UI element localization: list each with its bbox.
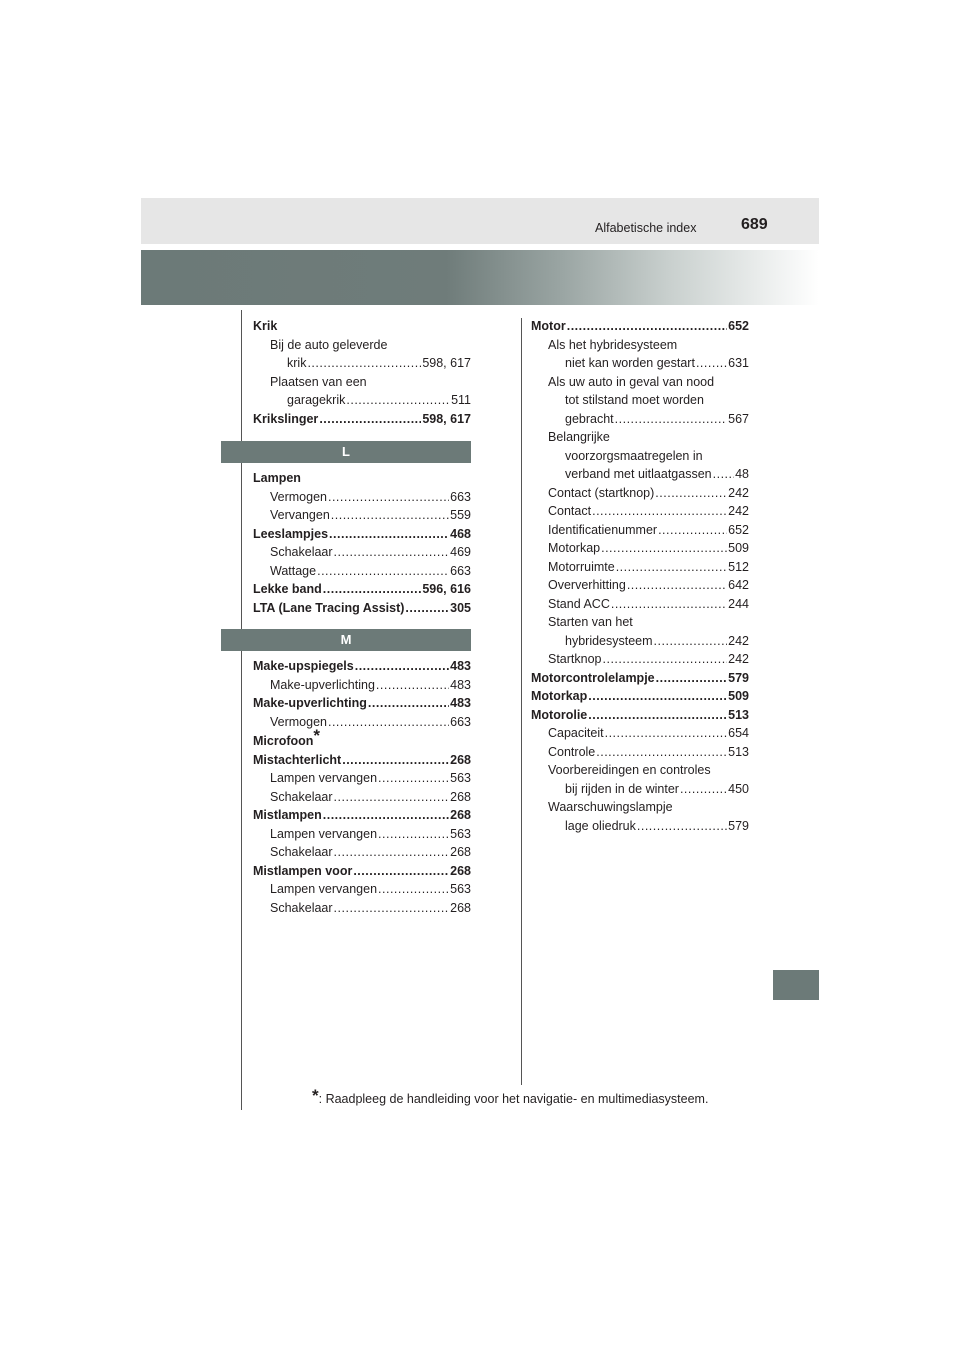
entry-text: Capaciteit	[548, 726, 604, 740]
page-reference: 469	[450, 545, 471, 559]
entry-text: Make-upspiegels	[253, 659, 354, 673]
page-reference: 663	[450, 563, 471, 578]
entry-text: Motorolie	[531, 707, 588, 722]
page-reference: 631	[728, 356, 749, 370]
entry-text: Krik	[253, 319, 278, 333]
leader-dots	[334, 843, 450, 862]
index-subentry	[253, 676, 471, 695]
entry-text: Lampen vervangen	[270, 771, 378, 785]
index-subentry	[531, 373, 749, 392]
page-reference: 242	[728, 485, 749, 500]
entry-text: Lampen	[253, 471, 301, 485]
entry-text: Controle	[548, 744, 596, 759]
leader-dots	[658, 521, 727, 540]
gradient-banner	[141, 250, 819, 305]
entry-text: Schakelaar	[270, 545, 333, 559]
leader-dots	[592, 502, 727, 521]
entry-text: Als uw auto in geval van nood	[548, 374, 715, 389]
page-reference: 468	[450, 526, 471, 541]
index-subentry	[531, 613, 749, 632]
index-subentry	[531, 558, 749, 577]
leader-dots	[323, 580, 422, 599]
leader-dots	[378, 825, 449, 844]
index-entry	[253, 694, 471, 713]
leader-dots	[680, 780, 727, 799]
index-subentry	[253, 788, 471, 807]
entry-text: Motorruimte	[548, 559, 615, 574]
leader-dots	[328, 488, 449, 507]
entry-text: Schakelaar	[270, 789, 333, 804]
index-subentry	[253, 843, 471, 862]
index-subentry	[531, 465, 749, 484]
index-subentry	[531, 336, 749, 355]
page-reference: 598, 617	[422, 411, 471, 426]
header-band	[141, 198, 819, 244]
entry-text: Voorbereidingen en controles	[548, 763, 711, 777]
entry-text: Stand ACC	[548, 596, 610, 611]
index-subentry	[253, 880, 471, 899]
entry-text: Wattage	[270, 563, 317, 578]
leader-dots	[368, 694, 449, 713]
entry-text: Lekke band	[253, 582, 322, 596]
index-subentry	[253, 506, 471, 525]
leader-dots	[615, 410, 727, 429]
leader-dots	[588, 687, 727, 706]
leader-dots	[627, 576, 727, 595]
index-entry	[253, 580, 471, 599]
index-subentry	[253, 562, 471, 581]
page-reference: 242	[728, 633, 749, 648]
entry-text: Startknop	[548, 652, 602, 666]
entry-text: Mistlampen voor	[253, 863, 353, 878]
leader-dots	[334, 788, 450, 807]
index-subentry	[253, 825, 471, 844]
index-subentry	[531, 576, 749, 595]
entry-text: Identificatienummer	[548, 522, 658, 537]
leader-dots	[603, 650, 728, 669]
leader-dots	[655, 484, 727, 503]
entry-text: hybridesysteem	[565, 633, 653, 648]
leader-dots	[334, 899, 450, 918]
leader-dots	[329, 525, 449, 544]
index-entry	[531, 706, 749, 725]
page-reference: 268	[450, 752, 471, 767]
index-entry	[253, 751, 471, 770]
index-subentry	[531, 761, 749, 780]
entry-text: voorzorgsmaatregelen in	[565, 448, 703, 463]
entry-text: Make-upverlichting	[253, 696, 367, 710]
leader-dots	[319, 410, 421, 429]
page-reference: 563	[450, 771, 471, 785]
page-title: Alfabetische index	[595, 221, 697, 235]
index-subentry	[253, 354, 471, 373]
entry-text: Contact	[548, 504, 592, 518]
index-subentry	[253, 336, 471, 355]
index-subentry	[253, 488, 471, 507]
index-subentry	[531, 650, 749, 669]
entry-text: niet kan worden gestart	[565, 356, 695, 370]
page-reference: 512	[728, 559, 749, 574]
page-reference: 579	[728, 670, 749, 685]
leader-dots	[378, 880, 449, 899]
page-reference: 268	[450, 863, 471, 878]
page-reference: 268	[450, 808, 471, 822]
leader-dots	[405, 599, 449, 618]
chapter-tab	[773, 970, 819, 1000]
letter-heading-l: L	[221, 441, 471, 463]
page-reference: 268	[450, 789, 471, 804]
index-entry	[253, 469, 471, 488]
page-reference: 596, 616	[422, 582, 471, 596]
section-m	[253, 657, 471, 917]
entry-text: Belangrijke	[548, 430, 610, 444]
index-entry	[531, 669, 749, 688]
index-entry	[253, 806, 471, 825]
index-subentry	[531, 502, 749, 521]
entry-text: Starten van het	[548, 615, 633, 629]
index-entry	[531, 687, 749, 706]
leader-dots	[323, 806, 449, 825]
page-reference: 567	[728, 411, 749, 426]
page-reference: 509	[728, 689, 749, 703]
entry-text: Motorkap	[548, 541, 601, 555]
leader-dots	[328, 713, 449, 732]
page-reference: 450	[728, 781, 749, 796]
entry-text: verband met uitlaatgassen	[565, 467, 712, 481]
entry-text: Lampen vervangen	[270, 882, 378, 896]
entry-text: Contact (startknop)	[548, 485, 655, 500]
leader-dots	[654, 632, 728, 651]
index-subentry	[253, 769, 471, 788]
entry-text: Als het hybridesysteem	[548, 337, 678, 352]
entry-text: lage oliedruk	[565, 818, 636, 833]
leader-dots	[317, 562, 449, 581]
left-index-column	[253, 317, 471, 917]
leader-dots	[334, 543, 450, 562]
page-reference: 663	[450, 714, 471, 729]
page-reference: 305	[450, 600, 471, 615]
footnote-text: : Raadpleeg de handleiding voor het navigatie- en multimediasysteem.	[318, 1092, 709, 1106]
index-subentry	[253, 713, 471, 732]
index-subentry	[531, 447, 749, 466]
page-reference: 563	[450, 826, 471, 841]
entry-text: tot stilstand moet worden	[565, 393, 704, 407]
leader-dots	[342, 751, 449, 770]
entry-text: Motorkap	[531, 689, 588, 703]
index-subentry	[531, 632, 749, 651]
index-subentry	[253, 543, 471, 562]
section-motor	[531, 317, 749, 835]
page-reference: 654	[728, 726, 749, 740]
entry-text: Microfoon	[253, 734, 314, 748]
index-entry	[253, 599, 471, 618]
entry-text: Leeslampjes	[253, 526, 329, 541]
index-entry	[253, 862, 471, 881]
leader-dots	[376, 676, 449, 695]
index-subentry	[531, 743, 749, 762]
page-reference: 513	[728, 707, 749, 722]
index-subentry	[531, 724, 749, 743]
page-reference: 663	[450, 489, 471, 504]
leader-dots	[353, 862, 449, 881]
entry-text: Plaatsen van een	[270, 374, 367, 389]
leader-dots	[713, 465, 734, 484]
index-subentry	[531, 817, 749, 836]
page-reference: 513	[728, 744, 749, 759]
index-subentry	[531, 354, 749, 373]
page-reference: 652	[728, 319, 749, 333]
leader-dots	[696, 354, 727, 373]
leader-dots	[605, 724, 728, 743]
index-entry	[253, 317, 471, 336]
page-reference: 242	[728, 652, 749, 666]
index-subentry	[531, 391, 749, 410]
index-subentry	[253, 373, 471, 392]
page-reference: 511	[451, 393, 471, 407]
page-reference: 559	[450, 508, 471, 522]
letter-heading-m: M	[221, 629, 471, 651]
index-subentry	[531, 780, 749, 799]
entry-text: Motor	[531, 319, 566, 333]
index-subentry	[531, 595, 749, 614]
leader-dots	[588, 706, 727, 725]
index-subentry	[531, 521, 749, 540]
page-reference: 268	[450, 845, 471, 859]
entry-text: Waarschuwingslampje	[548, 800, 673, 814]
entry-text: Motorcontrolelampje	[531, 670, 655, 685]
footnote-marker: *	[313, 726, 321, 745]
leader-dots	[378, 769, 449, 788]
page-reference: 48	[735, 467, 749, 481]
page-reference: 579	[728, 818, 749, 833]
page-reference: 509	[728, 541, 749, 555]
section-k	[253, 317, 471, 428]
leader-dots	[616, 558, 727, 577]
leader-dots	[355, 657, 449, 676]
leader-dots	[656, 669, 728, 688]
left-margin-rule	[241, 310, 242, 1110]
page-reference: 563	[450, 882, 471, 896]
entry-text: Mistachterlicht	[253, 752, 342, 767]
page-number: 689	[741, 216, 768, 233]
right-index-column	[531, 317, 749, 835]
index-subentry	[531, 798, 749, 817]
entry-text: garagekrik	[287, 393, 346, 407]
page-reference: 268	[450, 900, 471, 915]
entry-text: Vermogen	[270, 489, 327, 504]
footnote	[312, 1088, 708, 1108]
leader-dots	[637, 817, 727, 836]
leader-dots	[601, 539, 727, 558]
entry-text: Lampen vervangen	[270, 826, 378, 841]
entry-text: LTA (Lane Tracing Assist)	[253, 600, 405, 615]
page-reference: 642	[728, 578, 749, 592]
leader-dots	[596, 743, 727, 762]
index-subentry	[531, 539, 749, 558]
index-entry	[531, 317, 749, 336]
page-reference: 242	[728, 504, 749, 518]
footnote-star: *	[312, 1086, 319, 1105]
entry-text: krik	[287, 356, 307, 370]
section-l	[253, 469, 471, 617]
index-entry	[253, 657, 471, 676]
entry-text: Make-upverlichting	[270, 677, 375, 692]
entry-text: bij rijden in de winter	[565, 781, 679, 796]
entry-text: Vervangen	[270, 508, 330, 522]
entry-text: Bij de auto geleverde	[270, 337, 388, 352]
index-subentry	[531, 410, 749, 429]
index-entry	[253, 726, 471, 751]
entry-text: Krikslinger	[253, 411, 319, 426]
index-subentry	[253, 391, 471, 410]
leader-dots	[567, 317, 727, 336]
leader-dots	[346, 391, 450, 410]
entry-text: Oververhitting	[548, 578, 626, 592]
entry-text: gebracht	[565, 411, 614, 426]
page-reference: 652	[728, 522, 749, 537]
page-reference: 483	[450, 677, 471, 692]
index-entry	[253, 525, 471, 544]
index-subentry	[531, 484, 749, 503]
leader-dots	[331, 506, 449, 525]
page-reference: 483	[450, 659, 471, 673]
leader-dots	[307, 354, 421, 373]
entry-text: Schakelaar	[270, 845, 333, 859]
page-reference: 598, 617	[422, 356, 471, 370]
page-reference: 244	[728, 596, 749, 611]
entry-text: Schakelaar	[270, 900, 333, 915]
page-reference: 483	[450, 696, 471, 710]
entry-text: Mistlampen	[253, 808, 322, 822]
entry-text: Vermogen	[270, 714, 327, 729]
leader-dots	[611, 595, 727, 614]
index-subentry	[253, 899, 471, 918]
column-divider	[521, 318, 522, 1085]
index-entry	[253, 410, 471, 429]
index-subentry	[531, 428, 749, 447]
